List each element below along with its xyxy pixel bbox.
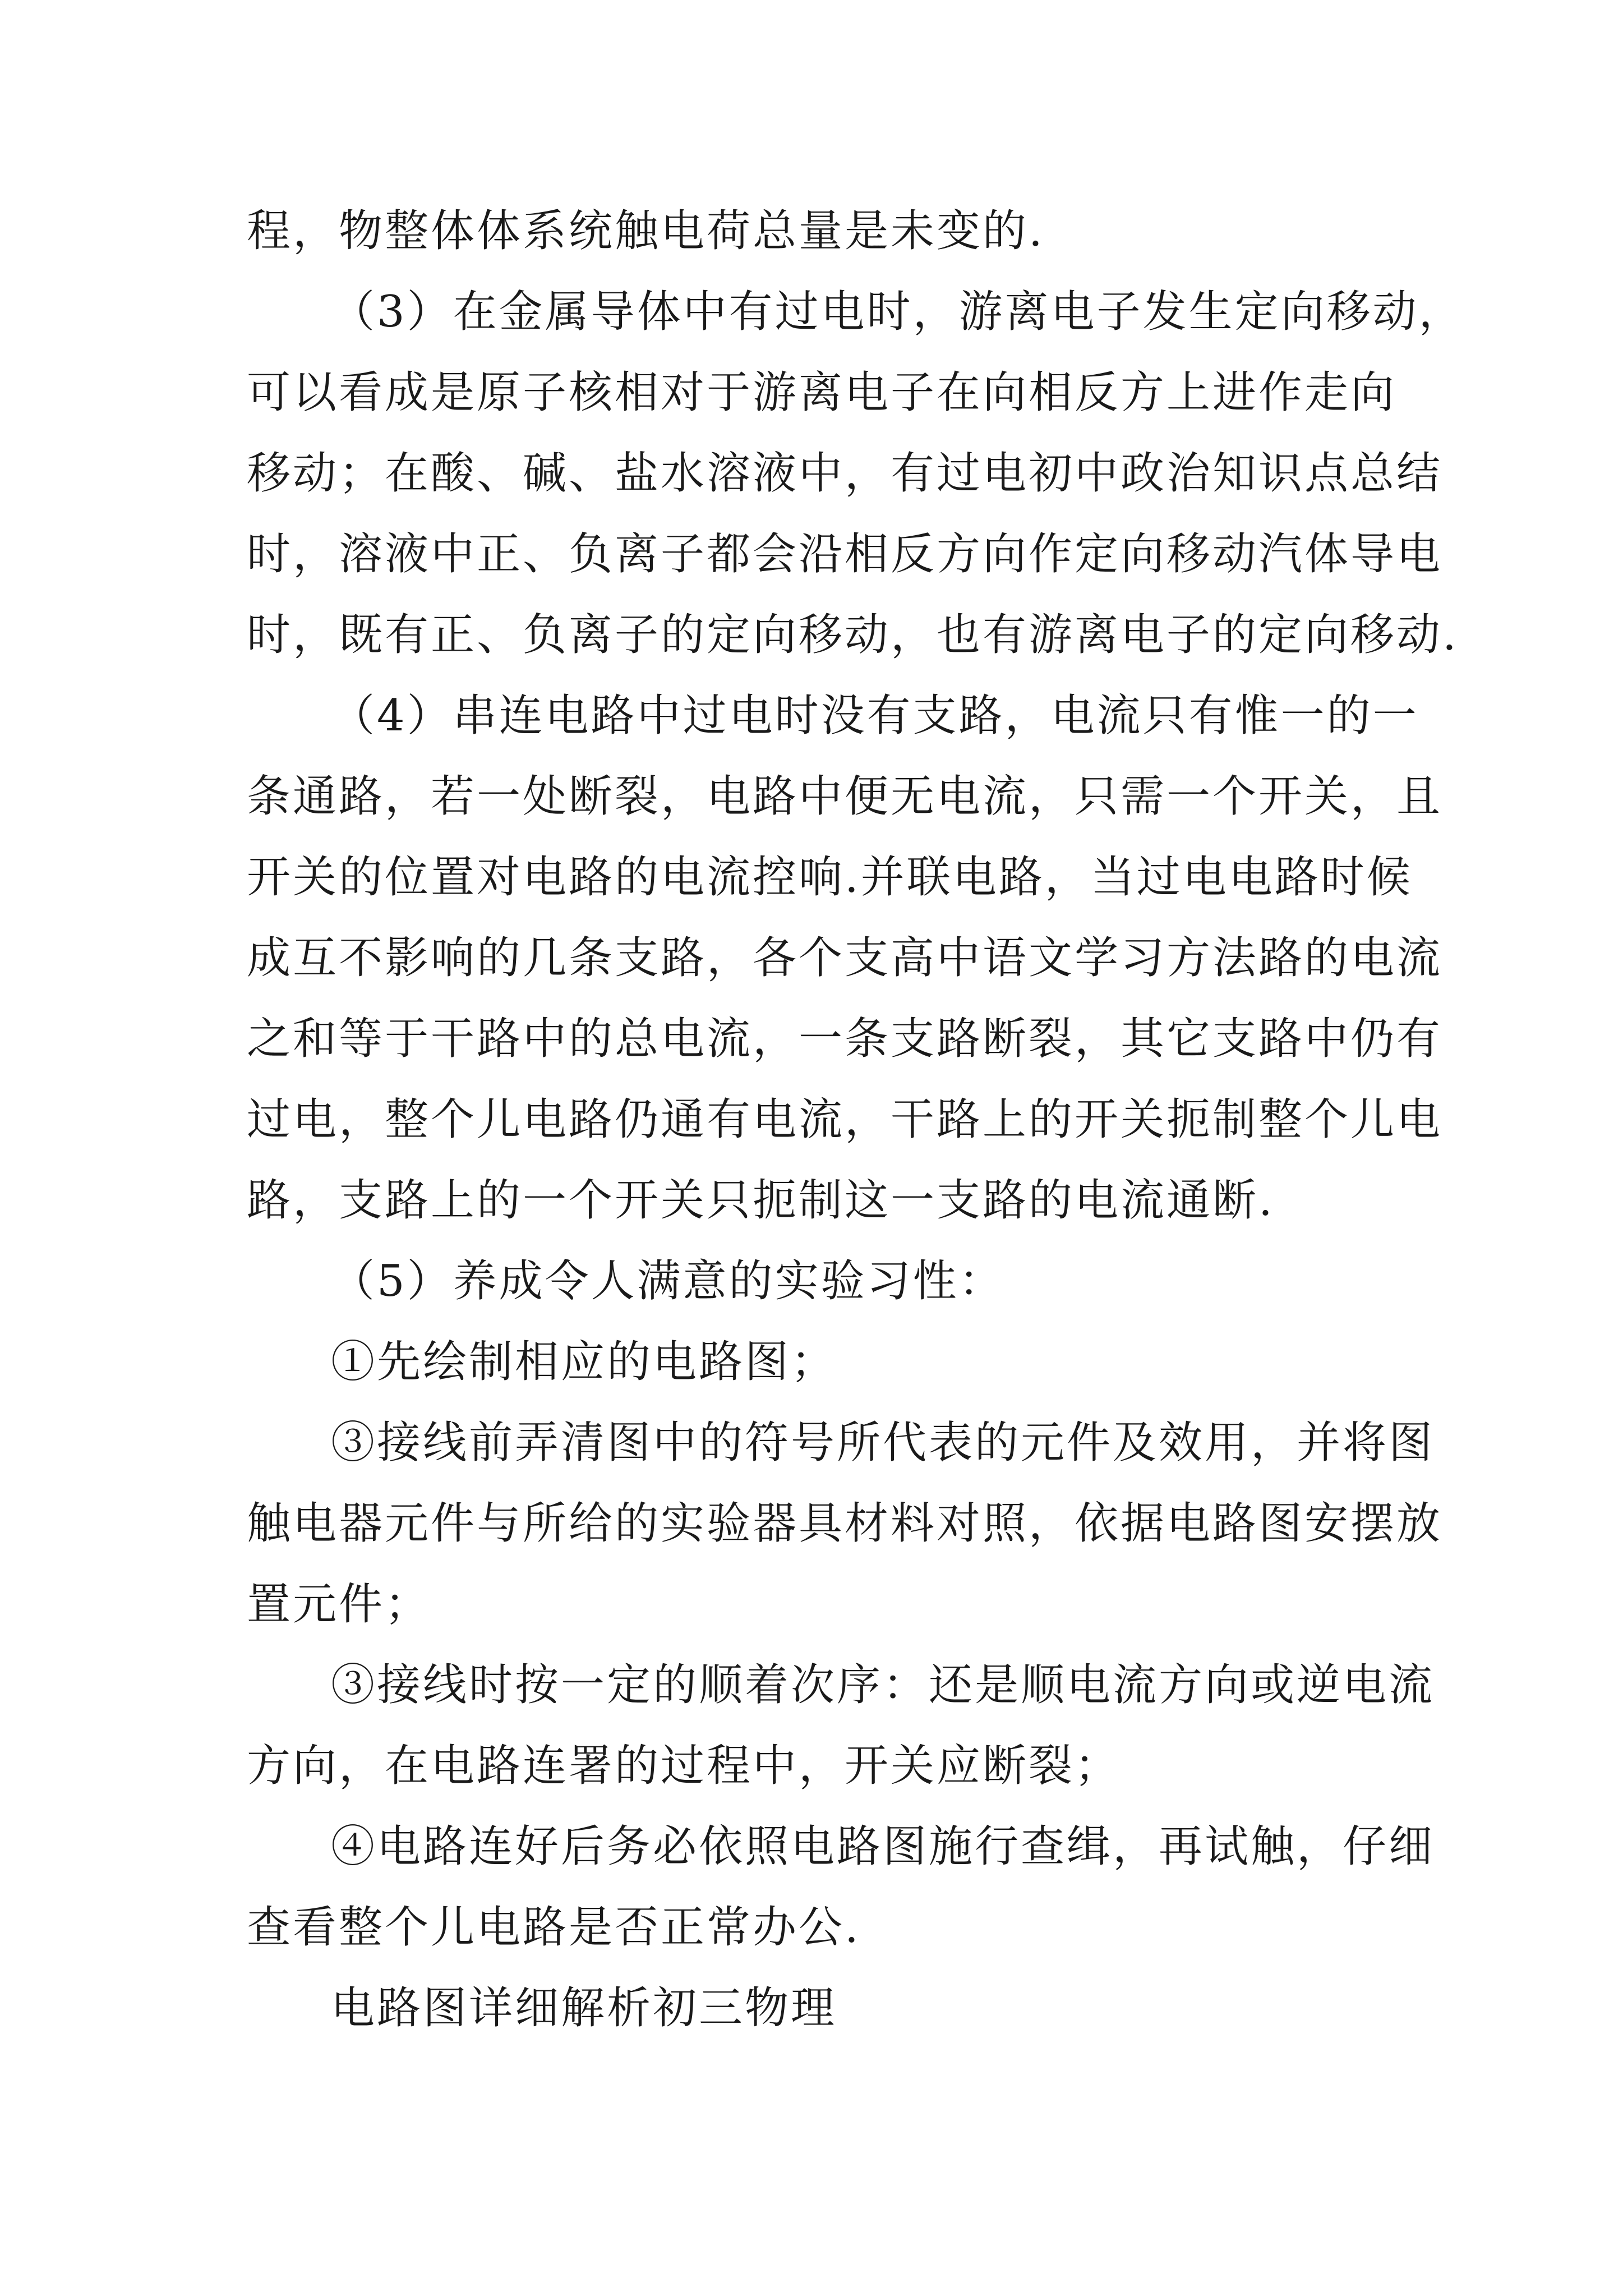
text-line: 之和等于干路中的总电流，一条支路断裂，其它支路中仍有: [247, 1014, 1443, 1064]
text-line: （3）在金属导体中有过电时，游离电子发生定向移动，: [331, 287, 1465, 337]
text-line: 条通路，若一处断裂，电路中便无电流，只需一个开关，且: [247, 771, 1443, 822]
text-line: 开关的位置对电路的电流控响.并联电路，当过电电路时候: [247, 852, 1413, 903]
text-line: 移动；在酸、碱、盐水溶液中，有过电初中政治知识点总结: [247, 448, 1443, 499]
text-line: 置元件；: [247, 1579, 431, 1630]
text-line: （5）养成令人满意的实验习性：: [331, 1256, 1005, 1306]
text-line: 触电器元件与所给的实验器具材料对照，依据电路图安摆放: [247, 1498, 1443, 1549]
text-line: 成互不影响的几条支路，各个支高中语文学习方法路的电流: [247, 933, 1443, 983]
text-line: 过电，整个儿电路仍通有电流，干路上的开关扼制整个儿电: [247, 1094, 1443, 1145]
text-line: 查看整个儿电路是否正常办公.: [247, 1902, 861, 1953]
text-line: 时，溶液中正、负离子都会沿相反方向作定向移动汽体导电: [247, 529, 1443, 579]
text-line: ④电路连好后务必依照电路图施行查缉，再试触，仔细: [331, 1821, 1435, 1872]
text-line: 程，物整体体系统触电荷总量是未变的.: [247, 206, 1045, 256]
text-line: ①先绘制相应的电路图；: [331, 1337, 837, 1387]
text-line: 方向，在电路连署的过程中，开关应断裂；: [247, 1741, 1121, 1791]
text-line: 可以看成是原子核相对于游离电子在向相反方上进作走向: [247, 367, 1397, 418]
text-line: ③接线前弄清图中的符号所代表的元件及效用，并将图: [331, 1418, 1435, 1468]
text-line: （4）串连电路中过电时没有支路，电流只有惟一的一: [331, 691, 1419, 741]
text-line: ③接线时按一定的顺着次序：还是顺电流方向或逆电流: [331, 1660, 1435, 1710]
text-line: 路，支路上的一个开关只扼制这一支路的电流通断.: [247, 1175, 1275, 1226]
text-line: 电路图详细解析初三物理: [331, 1983, 837, 2033]
text-line: 时，既有正、负离子的定向移动，也有游离电子的定向移动.: [247, 610, 1459, 660]
